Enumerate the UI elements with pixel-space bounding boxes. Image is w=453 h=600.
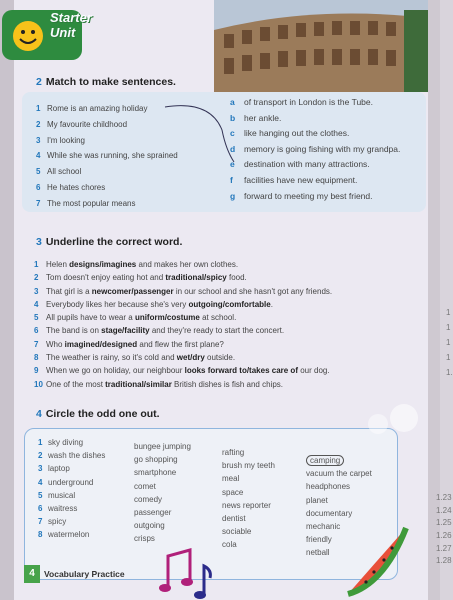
margin-number: 1.24 bbox=[436, 505, 452, 515]
margin-number: 1.27 bbox=[436, 543, 452, 553]
margin-numbers-bottom bbox=[436, 492, 452, 568]
margin-number: 1. bbox=[446, 368, 453, 377]
word-item: bungee jumping bbox=[134, 442, 191, 451]
word-item: passenger bbox=[134, 507, 172, 517]
word-item: 4 underground bbox=[38, 477, 94, 487]
match-right-item: b her ankle. bbox=[230, 112, 282, 123]
word-item: headphones bbox=[306, 482, 351, 492]
word-item: sociable bbox=[222, 527, 252, 537]
word-item: planet bbox=[306, 495, 328, 505]
margin-number: 1 bbox=[446, 323, 451, 332]
badge-title bbox=[50, 10, 92, 40]
word-item: 5 musical bbox=[38, 490, 76, 500]
badge-line-1: Starter bbox=[50, 10, 92, 25]
sentence-item: 7 Who imagined/designed and flew the first plane? bbox=[34, 339, 224, 349]
sentence-item: 1 Helen designs/imagines and makes her own clothes. bbox=[34, 260, 239, 269]
odd-column-1 bbox=[38, 436, 105, 542]
page-gutter bbox=[0, 0, 14, 600]
sentence-item: 10 One of the most traditional/similar British dishes is fish and chips. bbox=[34, 379, 283, 389]
word-item: documentary bbox=[306, 508, 353, 518]
odd-column-2 bbox=[134, 440, 191, 546]
match-left-item: 1 Rome is an amazing holiday bbox=[36, 104, 148, 113]
match-right-item: e destination with many attractions. bbox=[230, 159, 370, 170]
underline-list bbox=[34, 258, 424, 391]
exercise-number: 2 bbox=[36, 76, 42, 88]
page-number: 4 bbox=[24, 565, 40, 583]
exercise-number: 4 bbox=[36, 408, 42, 420]
sentence-item: 5 All pupils have to wear a uniform/costume at school. bbox=[34, 313, 237, 323]
match-left-item: 6 He hates chores bbox=[36, 182, 106, 192]
margin-numbers-middle bbox=[446, 307, 453, 382]
sentence-item: 4 Everybody likes her because she's very outgoing/comfortable. bbox=[34, 299, 273, 309]
exercise-2-title bbox=[36, 76, 176, 88]
margin-number: 1 bbox=[446, 338, 451, 347]
sentence-item: 8 The weather is rainy, so it's cold and wet/dry outside. bbox=[34, 353, 236, 363]
match-right-item: f facilities have new equipment. bbox=[230, 174, 358, 185]
sentence-item: 9 When we go on holiday, our neighbour looks forward to/takes care of our dog. bbox=[34, 366, 330, 376]
circled-answer: camping bbox=[306, 455, 344, 466]
word-item: comedy bbox=[134, 494, 163, 504]
margin-number: 1 bbox=[446, 308, 451, 317]
word-item: 7 spicy bbox=[38, 517, 67, 527]
match-left-item: 5 All school bbox=[36, 167, 82, 177]
word-item: friendly bbox=[306, 535, 332, 545]
margin-number: 1 bbox=[446, 353, 451, 362]
word-item: 1 sky diving bbox=[38, 438, 84, 447]
word-item: dentist bbox=[222, 513, 246, 523]
word-item: rafting bbox=[222, 448, 245, 457]
footer-title: Vocabulary Practice bbox=[44, 569, 125, 579]
exercise-instruction: Match to make sentences. bbox=[45, 76, 176, 88]
exercise-number: 3 bbox=[36, 236, 42, 248]
word-item bbox=[306, 454, 372, 467]
match-right-item: d memory is going fishing with my grandpa. bbox=[230, 143, 401, 154]
match-right-item: a of transport in London is the Tube. bbox=[230, 97, 374, 107]
badge-line-2: Unit bbox=[50, 25, 76, 40]
bubbles-icon bbox=[360, 394, 420, 440]
match-left-column bbox=[36, 102, 216, 213]
match-right-item: g forward to meeting my best friend. bbox=[230, 190, 373, 201]
margin-number: 1.28 bbox=[436, 556, 452, 566]
word-item: outgoing bbox=[134, 521, 165, 531]
match-right-item: c like hanging out the clothes. bbox=[230, 128, 350, 139]
word-item: 6 waitress bbox=[38, 503, 78, 513]
word-item: mechanic bbox=[306, 521, 341, 531]
word-item: go shopping bbox=[134, 455, 178, 465]
word-item: crisps bbox=[134, 534, 155, 544]
exercise-instruction: Circle the odd one out. bbox=[45, 408, 160, 420]
sentence-item: 6 The band is on stage/facility and they're ready to start the concert. bbox=[34, 326, 285, 336]
odd-column-3 bbox=[222, 446, 275, 552]
word-item: netball bbox=[306, 548, 330, 558]
word-item: news reporter bbox=[222, 500, 271, 510]
margin-number: 1.26 bbox=[436, 531, 452, 541]
sentence-item: 3 That girl is a newcomer/passenger in our school and she hasn't got any friends. bbox=[34, 286, 333, 296]
word-item: brush my teeth bbox=[222, 461, 275, 471]
margin-number: 1.23 bbox=[436, 493, 452, 502]
match-left-item: 7 The most popular means bbox=[36, 198, 136, 208]
match-left-item: 2 My favourite childhood bbox=[36, 119, 128, 129]
word-item: comet bbox=[134, 481, 156, 491]
word-item: 3 laptop bbox=[38, 464, 70, 474]
match-left-item: 3 I'm looking bbox=[36, 135, 85, 145]
word-item: 2 wash the dishes bbox=[38, 451, 106, 461]
exercise-3-title bbox=[36, 236, 182, 248]
match-left-item: 4 While she was running, she sprained bbox=[36, 151, 178, 161]
word-item: smartphone bbox=[134, 468, 177, 478]
margin-number: 1.25 bbox=[436, 518, 452, 528]
match-right-column bbox=[230, 95, 430, 204]
exercise-4-title bbox=[36, 408, 160, 420]
exercise-instruction: Underline the correct word. bbox=[45, 236, 183, 248]
word-item: cola bbox=[222, 540, 237, 550]
word-item: 8 watermelon bbox=[38, 530, 90, 540]
watermelon-icon bbox=[344, 524, 416, 600]
word-item: vacuum the carpet bbox=[306, 469, 372, 479]
word-item: meal bbox=[222, 474, 240, 484]
sentence-item: 2 Tom doesn't enjoy eating hot and traditional/spicy food. bbox=[34, 273, 247, 283]
music-notes-icon bbox=[160, 546, 216, 600]
smiley-icon bbox=[13, 21, 43, 51]
word-item: space bbox=[222, 487, 244, 497]
colosseum-photo bbox=[214, 0, 428, 92]
